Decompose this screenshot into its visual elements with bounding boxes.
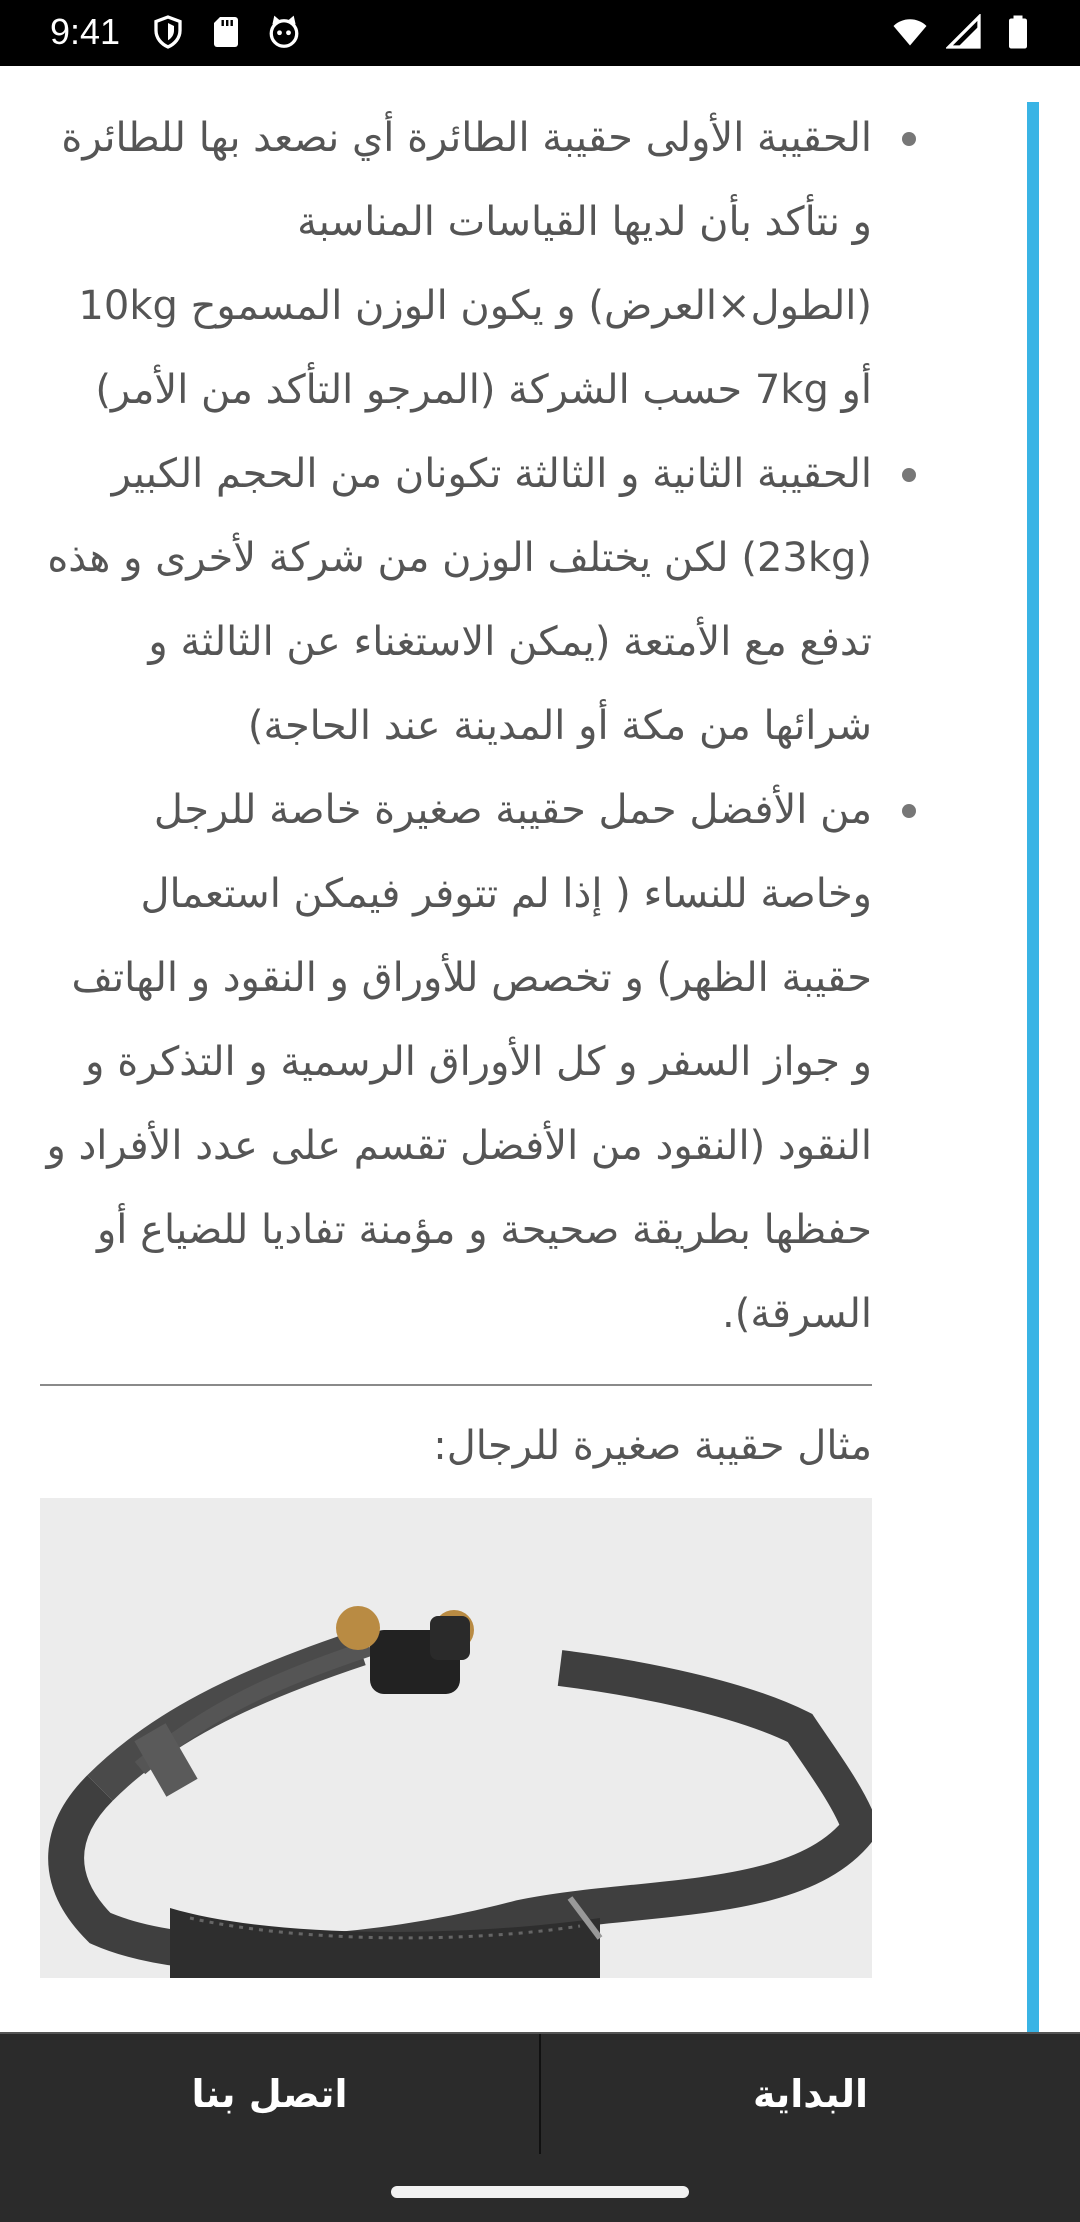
sd-card-icon — [208, 14, 244, 50]
status-right-icons — [892, 14, 1036, 50]
battery-icon — [1000, 14, 1036, 50]
status-bar — [0, 0, 1080, 66]
waist-bag-image — [40, 1498, 872, 1978]
accent-bar — [1027, 102, 1039, 2032]
bullet-item-carry-on: الحقيبة الأولى حقيبة الطائرة أي نصعد بها للطائرة و نتأكد بأن لديها القياسات المناسبة (الطول×العرض) و يكون الوزن المسموح 10kg أو 7kg حسب الشركة (المرجو التأكد من الأمر) — [40, 96, 872, 432]
contact-us-button[interactable]: اتصل بنا — [191, 2072, 348, 2116]
example-label: مثال حقيبة صغيرة للرجال: — [433, 1423, 872, 1469]
status-time: 9:41 — [50, 11, 121, 52]
cat-face-icon — [266, 14, 302, 50]
waist-bag-illustration — [40, 1498, 872, 1978]
bullet-item-checked-bags: الحقيبة الثانية و الثالثة تكونان من الحجم الكبير (23kg) لكن يختلف الوزن من شركة لأخرى و هذه تدفع مع الأمتعة (يمكن الاستغناء عن الثالثة و شرائها من مكة أو المدينة عند الحاجة) — [40, 432, 872, 768]
article-content[interactable] — [0, 66, 1080, 2032]
article-body — [40, 96, 872, 1978]
shield-icon — [150, 14, 186, 50]
signal-icon — [946, 14, 982, 50]
bottom-nav — [0, 2032, 1080, 2222]
bullet-list — [40, 96, 872, 1356]
bullet-item-small-bag: من الأفضل حمل حقيبة صغيرة خاصة للرجل وخاصة للنساء ( إذا لم تتوفر فيمكن استعمال حقيبة الظهر) و تخصص للأوراق و النقود و الهاتف و جواز السفر و كل الأوراق الرسمية و التذكرة و النقود (النقود من الأفضل تقسم على عدد الأفراد و حفظها بطريقة صحيحة و مؤمنة تفاديا للضياع أو السرقة). — [40, 768, 872, 1356]
divider — [40, 1384, 872, 1386]
wifi-icon — [892, 14, 928, 50]
home-button[interactable]: البداية — [752, 2072, 869, 2116]
status-left-icons — [150, 14, 302, 50]
home-indicator[interactable] — [391, 2186, 689, 2198]
